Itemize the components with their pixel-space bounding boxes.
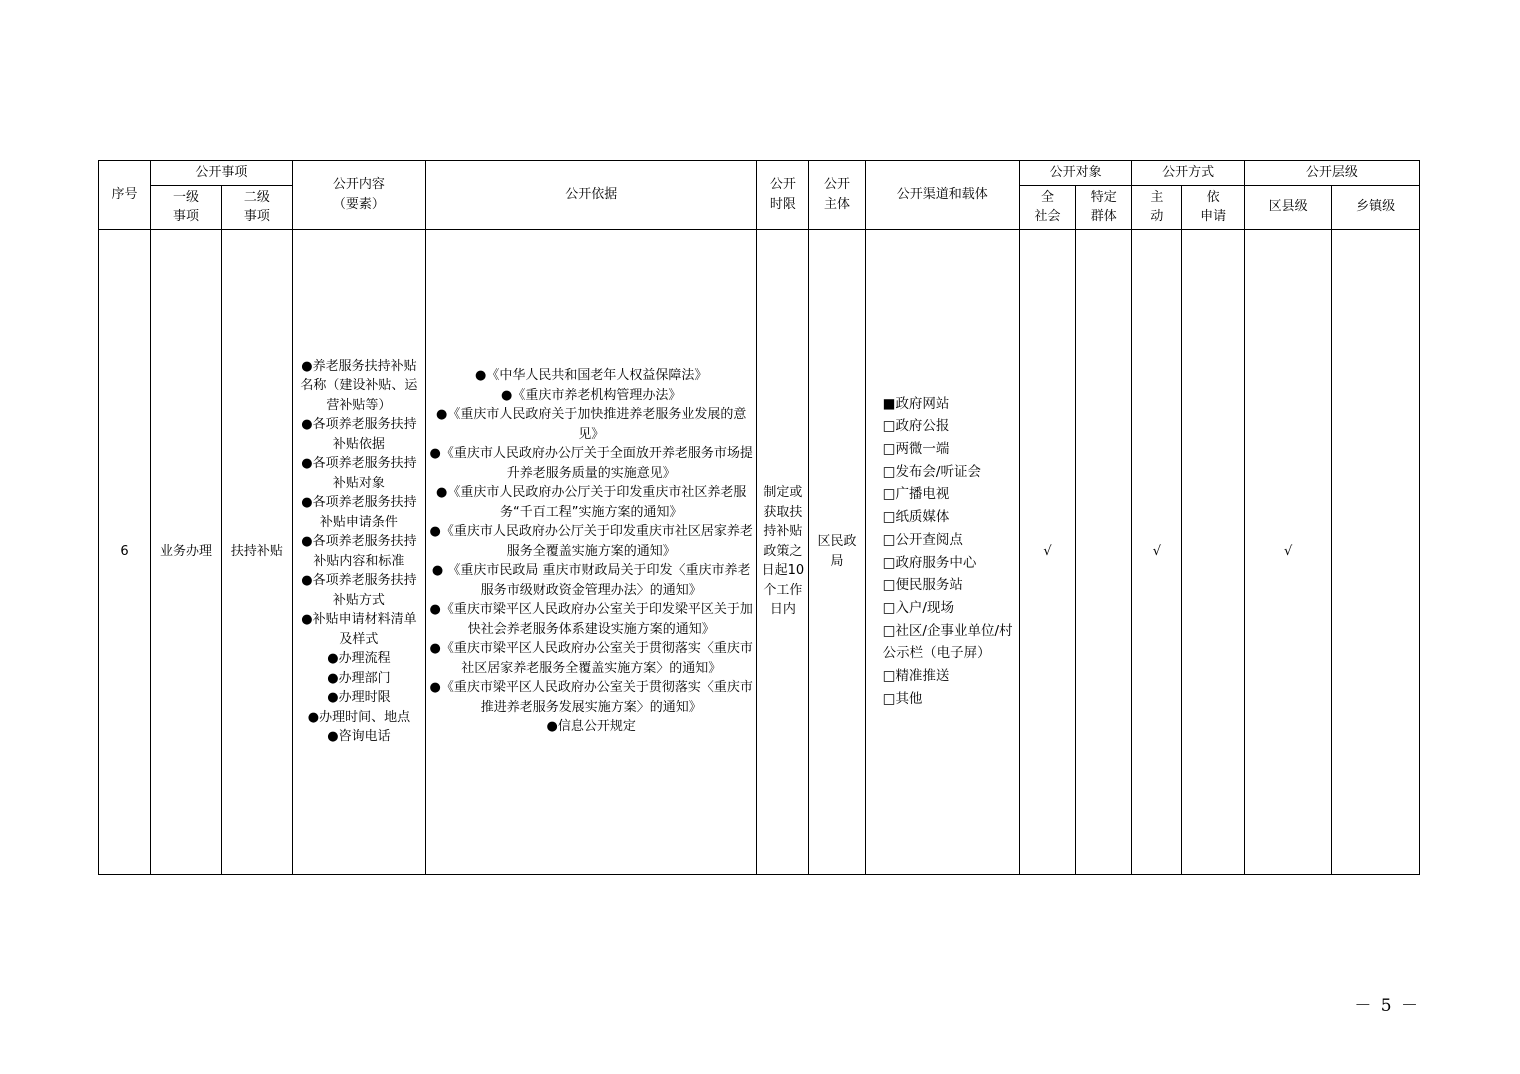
page-number: － 5 －	[1354, 996, 1420, 1016]
header-subject	[809, 161, 865, 230]
header-basis	[426, 161, 757, 230]
header-level-group-label: 公开层级	[1305, 165, 1358, 180]
channel-label: 公开查阅点	[895, 531, 963, 548]
channel-checkbox-item[interactable]	[883, 620, 1016, 665]
basis-item: ●《重庆市人民政府办公厅关于印发重庆市社区养老服务“千百工程”实施方案的通知》	[436, 485, 747, 520]
checkbox-unchecked-icon[interactable]: □	[882, 463, 896, 480]
cell-basis	[426, 229, 757, 874]
channel-label: 发布会/听证会	[895, 463, 981, 480]
cell-time-limit: 制定或获取扶持补贴政策之日起10个工作日内	[757, 229, 809, 874]
basis-item: ●《重庆市梁平区人民政府办公室关于贯彻落实〈重庆市推进养老服务发展实施方案〉的通知》	[429, 680, 753, 715]
header-basis-label: 公开依据	[565, 187, 618, 202]
header-on-request	[1182, 185, 1245, 229]
channel-label: 便民服务站	[895, 577, 963, 594]
table-row	[99, 229, 1420, 874]
cell-active: √	[1132, 229, 1182, 874]
header-content	[292, 161, 425, 230]
content-item: ●各项养老服务扶持补贴依据	[301, 417, 417, 452]
table-header-row-1	[99, 161, 1420, 186]
basis-item-list	[429, 366, 753, 737]
header-active-label-1: 主	[1150, 189, 1164, 205]
channel-checkbox-item[interactable]	[883, 529, 1016, 552]
checkbox-unchecked-icon[interactable]: □	[882, 667, 896, 684]
header-channel	[865, 161, 1019, 230]
channel-checkbox-item[interactable]	[883, 415, 1016, 438]
channel-label: 广播电视	[895, 486, 950, 503]
header-object-group	[1019, 161, 1132, 186]
content-item: ●补贴申请材料清单及样式	[301, 612, 417, 647]
header-active	[1132, 185, 1182, 229]
content-item: ●办理流程	[327, 651, 391, 666]
channel-checkbox-item[interactable]	[883, 665, 1016, 688]
checkbox-unchecked-icon[interactable]: □	[882, 554, 896, 571]
header-level2-label-2: 事项	[243, 209, 270, 224]
basis-item: ●《重庆市人民政府办公厅关于印发重庆市社区居家养老服务全覆盖实施方案的通知》	[429, 524, 753, 559]
content-item-list	[296, 357, 422, 747]
channel-label: 政府网站	[895, 395, 950, 412]
header-all-society-label-2: 社会	[1034, 209, 1061, 224]
cell-level1: 业务办理	[151, 229, 222, 874]
channel-label: 纸质媒体	[895, 509, 950, 526]
channel-checkbox-item[interactable]	[883, 393, 1016, 416]
header-disclosure-item-group-label: 公开事项	[195, 165, 248, 180]
header-method-group-label: 公开方式	[1162, 165, 1215, 180]
header-level-group	[1244, 161, 1419, 186]
header-on-request-label-1: 依	[1206, 189, 1220, 205]
checkbox-unchecked-icon[interactable]: □	[882, 577, 896, 594]
header-level2-label-1: 二级	[243, 189, 270, 205]
checkbox-unchecked-icon[interactable]: □	[882, 509, 896, 526]
basis-item: ●《重庆市梁平区人民政府办公室关于贯彻落实〈重庆市社区居家养老服务全覆盖实施方案〉的通知》	[429, 641, 753, 676]
channel-label: 政府服务中心	[895, 554, 977, 571]
channel-checkbox-item[interactable]	[883, 506, 1016, 529]
channel-checkbox-item[interactable]	[883, 597, 1016, 620]
channel-label: 其他	[895, 690, 923, 707]
basis-item: ● 《重庆市民政局 重庆市财政局关于印发〈重庆市养老服务市级财政资金管理办法〉的通知》	[431, 563, 751, 598]
header-method-group	[1132, 161, 1245, 186]
content-item: ●各项养老服务扶持补贴内容和标准	[301, 534, 417, 569]
channel-checkbox-item[interactable]	[883, 552, 1016, 575]
header-object-group-label: 公开对象	[1049, 165, 1102, 180]
content-item: ●办理时限	[327, 690, 391, 705]
header-level1	[151, 185, 222, 229]
header-time-label-2: 时限	[769, 196, 796, 212]
header-seq-label: 序号	[111, 187, 138, 202]
header-subject-label-1: 公开	[824, 177, 851, 193]
checkbox-unchecked-icon[interactable]: □	[882, 531, 896, 548]
content-item: ●办理时间、地点	[307, 709, 411, 725]
channel-checkbox-item[interactable]	[883, 483, 1016, 506]
cell-specific-group	[1076, 229, 1132, 874]
header-seq	[99, 161, 151, 230]
basis-item: ●《重庆市梁平区人民政府办公室关于印发梁平区关于加快社会养老服务体系建设实施方案的通知》	[429, 602, 753, 637]
header-township-label: 乡镇级	[1356, 199, 1396, 215]
channel-label: 社区/企事业单位/村公示栏（电子屏）	[882, 622, 1013, 662]
header-disclosure-item-group	[151, 161, 293, 186]
header-time-limit	[757, 161, 809, 230]
basis-item: ●《重庆市养老机构管理办法》	[501, 387, 682, 403]
channel-checkbox-list	[869, 393, 1016, 710]
header-specific-group-label-1: 特定	[1090, 189, 1117, 205]
content-item: ●办理部门	[327, 670, 391, 686]
content-item: ●各项养老服务扶持补贴对象	[301, 456, 417, 491]
header-all-society	[1019, 185, 1075, 229]
content-item: ●各项养老服务扶持补贴方式	[301, 573, 417, 608]
disclosure-catalog-table	[98, 160, 1420, 875]
header-district	[1244, 185, 1332, 229]
header-district-label: 区县级	[1268, 199, 1308, 215]
cell-district: √	[1244, 229, 1332, 874]
cell-on-request	[1182, 229, 1245, 874]
header-level1-label-2: 事项	[172, 209, 199, 224]
channel-label: 入户/现场	[895, 599, 954, 616]
header-on-request-label-2: 申请	[1200, 209, 1227, 224]
header-all-society-label-1: 全	[1040, 189, 1054, 205]
checkbox-unchecked-icon[interactable]: □	[882, 441, 896, 458]
header-level1-label-1: 一级	[172, 189, 199, 205]
channel-checkbox-item[interactable]	[883, 574, 1016, 597]
basis-item: ●《中华人民共和国老年人权益保障法》	[475, 368, 708, 384]
checkbox-unchecked-icon[interactable]: □	[882, 622, 896, 639]
basis-item: ●《重庆市人民政府办公厅关于全面放开养老服务市场提升养老服务质量的实施意见》	[429, 446, 753, 481]
checkbox-checked-icon[interactable]: ■	[882, 395, 896, 412]
content-item: ●各项养老服务扶持补贴申请条件	[301, 495, 417, 530]
cell-content-elements	[292, 229, 425, 874]
cell-seq: 6	[99, 229, 151, 874]
header-time-label-1: 公开	[769, 177, 796, 193]
checkbox-unchecked-icon[interactable]: □	[882, 418, 896, 435]
channel-label: 政府公报	[895, 418, 950, 435]
header-level2	[221, 185, 292, 229]
header-specific-group-label-2: 群体	[1090, 209, 1117, 224]
cell-subject: 区民政局	[809, 229, 865, 874]
content-item: ●养老服务扶持补贴名称（建设补贴、运营补贴等）	[300, 358, 418, 413]
cell-channels	[865, 229, 1019, 874]
channel-checkbox-item[interactable]	[883, 461, 1016, 484]
basis-item: ●信息公开规定	[546, 719, 636, 735]
header-content-label-2: （要素）	[332, 196, 385, 212]
checkbox-unchecked-icon[interactable]: □	[882, 690, 896, 707]
cell-level2: 扶持补贴	[221, 229, 292, 874]
header-content-label-1: 公开内容	[332, 177, 385, 193]
checkbox-unchecked-icon[interactable]: □	[882, 599, 896, 616]
cell-all-society: √	[1019, 229, 1075, 874]
channel-checkbox-item[interactable]	[883, 688, 1016, 711]
content-item: ●咨询电话	[327, 729, 391, 744]
header-subject-label-2: 主体	[824, 196, 851, 212]
channel-label: 精准推送	[895, 667, 950, 684]
checkbox-unchecked-icon[interactable]: □	[882, 486, 896, 503]
cell-township	[1332, 229, 1420, 874]
channel-checkbox-item[interactable]	[883, 438, 1016, 461]
header-specific-group	[1076, 185, 1132, 229]
header-township	[1332, 185, 1420, 229]
header-active-label-2: 动	[1150, 209, 1164, 224]
channel-label: 两微一端	[895, 441, 950, 458]
basis-item: ●《重庆市人民政府关于加快推进养老服务业发展的意见》	[436, 407, 747, 442]
header-channel-label: 公开渠道和载体	[896, 187, 988, 202]
